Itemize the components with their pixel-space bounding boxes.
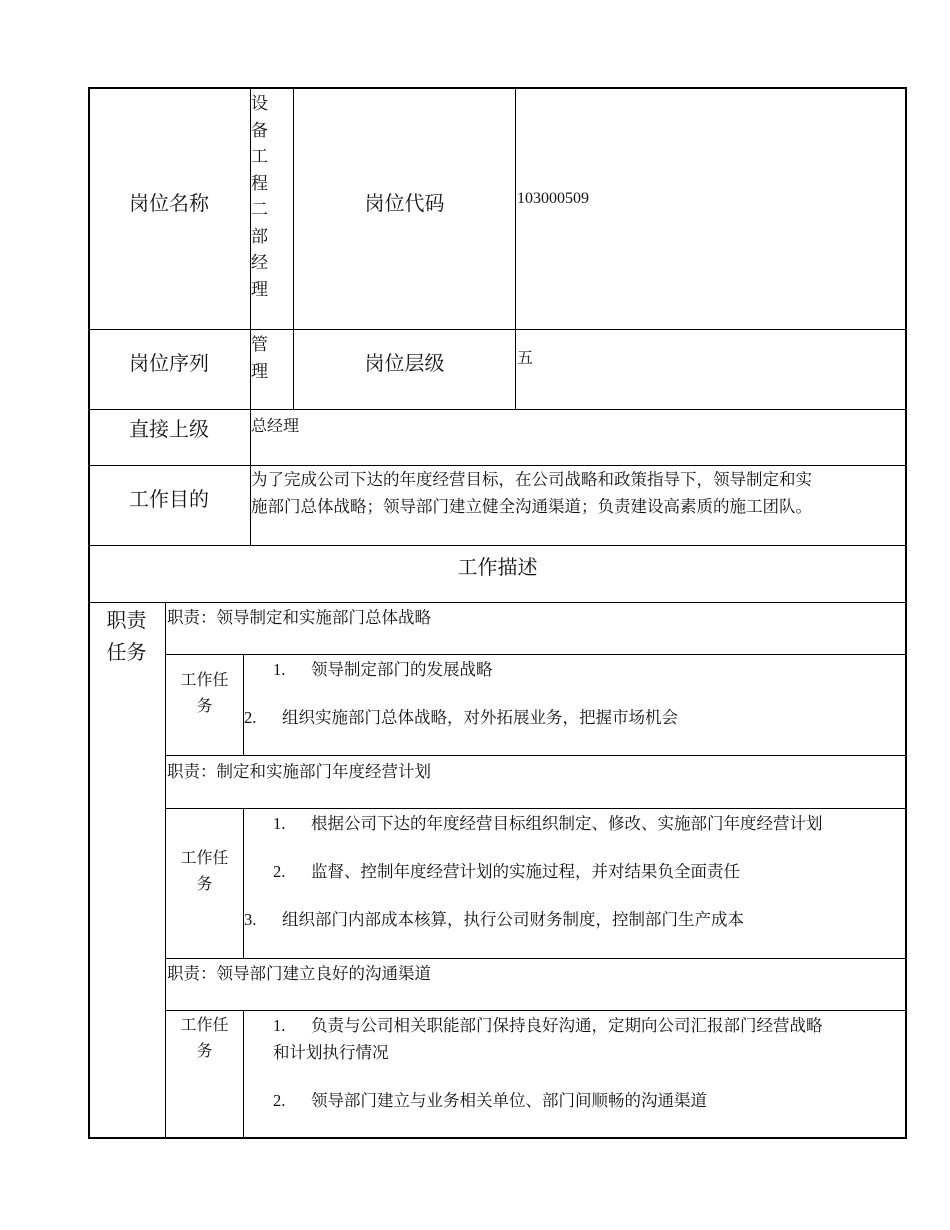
task-number: 1. <box>273 1016 286 1035</box>
row-divider <box>88 329 907 330</box>
task-col-divider <box>243 654 244 755</box>
task-text: 组织部门内部成本核算，执行公司财务制度，控制部门生产成本 <box>282 910 744 929</box>
task-item <box>244 908 744 932</box>
task-label <box>166 668 243 720</box>
col-divider <box>515 87 516 409</box>
work-purpose-line: 为了完成公司下达的年度经营目标，在公司战略和政策指导下，领导制定和实 <box>251 470 812 489</box>
task-text: 领导部门建立与业务相关单位、部门间顺畅的沟通渠道 <box>311 1091 707 1110</box>
task-number: 2. <box>244 708 257 727</box>
task-item <box>244 706 678 730</box>
row-divider <box>88 409 907 410</box>
position-level-label: 岗位层级 <box>364 353 445 375</box>
table-border-right <box>905 87 907 1139</box>
task-label-line: 务 <box>196 698 213 715</box>
task-text: 监督、控制年度经营计划的实施过程，并对结果负全面责任 <box>311 862 740 881</box>
task-item <box>273 812 823 836</box>
task-text: 组织实施部门总体战略，对外拓展业务，把握市场机会 <box>282 708 678 727</box>
direct-superior-label: 直接上级 <box>129 419 209 441</box>
duty-divider <box>165 808 907 809</box>
duty-title: 职责：制定和实施部门年度经营计划 <box>167 762 431 781</box>
position-sequence-value: 管理 <box>251 335 268 381</box>
job-description-table <box>88 87 907 1139</box>
duty-tasks-label-line: 职责 <box>106 610 147 632</box>
duty-tasks-label-line: 任务 <box>106 642 147 664</box>
task-label-line: 工作任 <box>180 850 229 867</box>
position-sequence-label: 岗位序列 <box>129 353 209 375</box>
task-label <box>166 1013 243 1065</box>
task-item <box>273 1089 707 1113</box>
work-purpose-label: 工作目的 <box>129 489 209 511</box>
task-text: 负责与公司相关职能部门保持良好沟通，定期向公司汇报部门经营战略 <box>311 1016 823 1035</box>
work-purpose-line: 施部门总体战略；领导部门建立健全沟通渠道；负责建设高素质的施工团队。 <box>251 497 812 516</box>
row-divider <box>88 465 907 466</box>
duty-divider <box>165 654 907 655</box>
task-col-divider <box>243 808 244 959</box>
duty-divider <box>165 958 907 959</box>
task-number: 3. <box>244 910 257 929</box>
task-item <box>273 860 740 884</box>
task-number: 1. <box>273 814 286 833</box>
task-number: 1. <box>273 660 286 679</box>
task-label <box>166 846 243 898</box>
table-border-top <box>88 87 907 89</box>
task-text: 根据公司下达的年度经营目标组织制定、修改、实施部门年度经营计划 <box>311 814 823 833</box>
task-label-line: 务 <box>196 1043 213 1060</box>
duty-title: 职责：领导制定和实施部门总体战略 <box>167 608 431 627</box>
position-name-value: 设备工程二部经理 <box>251 94 268 299</box>
task-text: 领导制定部门的发展战略 <box>311 660 493 679</box>
duty-divider <box>165 755 907 756</box>
position-level-value: 五 <box>517 350 534 367</box>
table-border-bottom <box>88 1137 907 1139</box>
row-divider <box>88 545 907 546</box>
position-name-label: 岗位名称 <box>129 193 209 215</box>
duty-divider <box>165 1010 907 1011</box>
task-number: 2. <box>273 1091 286 1110</box>
work-description-title: 工作描述 <box>457 557 538 579</box>
duty-tasks-label <box>88 605 165 669</box>
position-code-label: 岗位代码 <box>364 193 445 215</box>
task-number: 2. <box>273 862 286 881</box>
task-item-continuation: 和计划执行情况 <box>273 1043 389 1062</box>
task-col-divider <box>243 1010 244 1139</box>
position-code-value: 103000509 <box>517 190 589 207</box>
task-item <box>273 1014 823 1038</box>
task-item <box>273 658 493 682</box>
duty-title: 职责：领导部门建立良好的沟通渠道 <box>167 964 431 983</box>
task-label-line: 工作任 <box>180 1017 229 1034</box>
task-label-line: 工作任 <box>180 672 229 689</box>
row-divider <box>88 602 907 603</box>
task-label-line: 务 <box>196 876 213 893</box>
direct-superior-value: 总经理 <box>251 418 300 435</box>
